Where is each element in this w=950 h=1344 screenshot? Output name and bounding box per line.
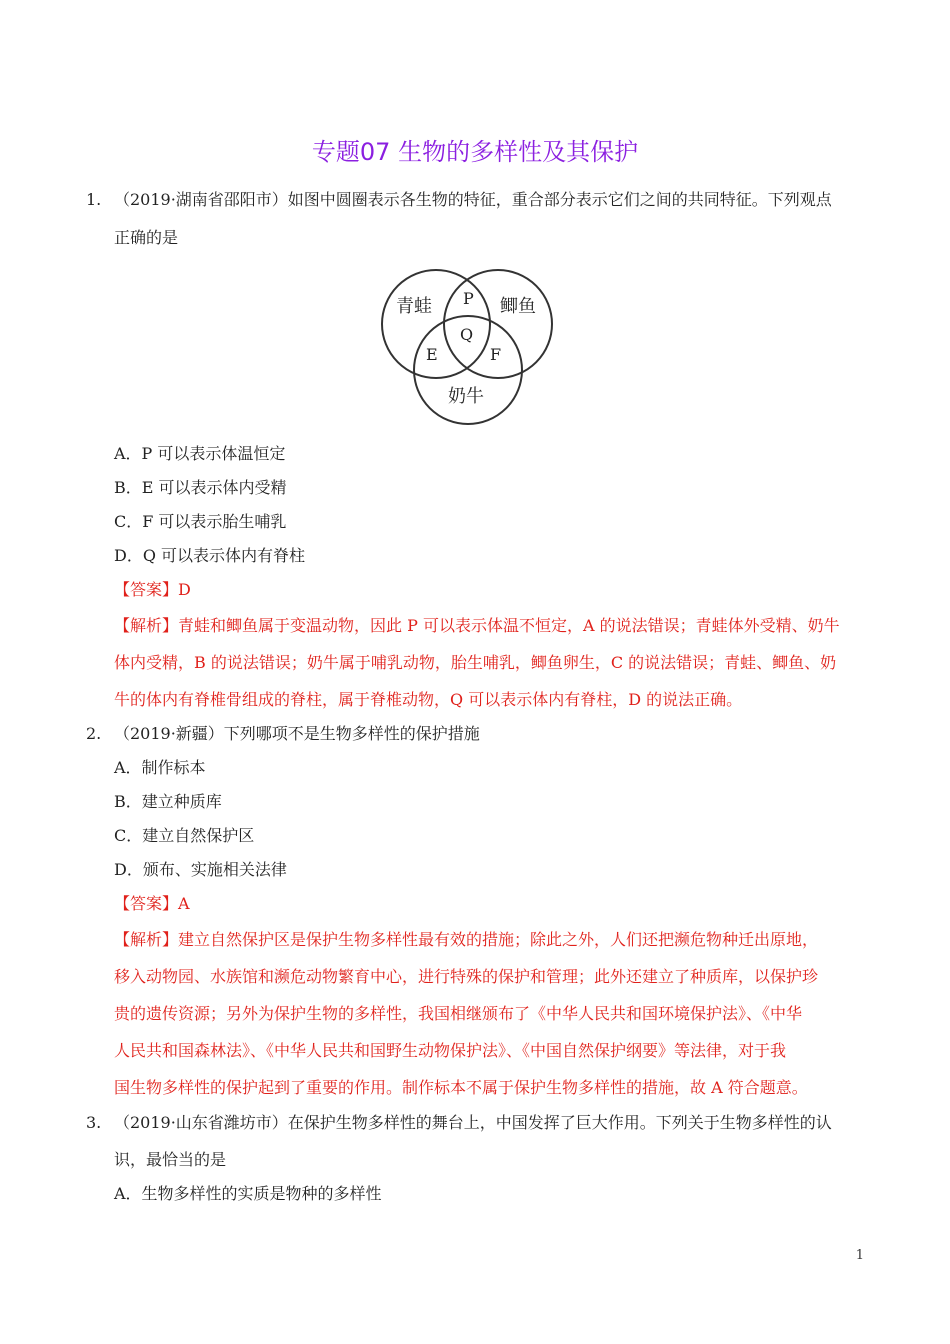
venn-label-frog: 青蛙: [396, 296, 432, 317]
venn-letter-q: Q: [460, 325, 474, 344]
option-d: D．Q 可以表示体内有脊柱: [114, 546, 306, 565]
explanation-line: [114, 616, 840, 636]
explanation-text: 建立自然保护区是保护生物多样性最有效的措施；除此之外，人们还把濒危物种迁出原地，: [178, 930, 819, 949]
venn-letter-f: F: [490, 345, 502, 364]
answer-tag: 【答案】: [114, 580, 179, 599]
option-a: A．P 可以表示体温恒定: [114, 444, 286, 463]
venn-label-fish: 鲫鱼: [500, 296, 536, 317]
option-b: B．建立种质库: [114, 792, 222, 811]
answer-value: A: [178, 894, 190, 913]
explanation-tag: 【解析】: [114, 930, 179, 949]
question-text: 识，最恰当的是: [114, 1150, 227, 1169]
explanation-text: 牛的体内有脊椎骨组成的脊柱，属于脊椎动物，Q 可以表示体内有脊柱，D 的说法正确。: [114, 690, 743, 709]
question-text: 正确的是: [114, 228, 179, 247]
answer-line: [114, 894, 190, 914]
question-text: （2019·新疆）下列哪项不是生物多样性的保护措施: [114, 724, 480, 743]
explanation-text: 移入动物园、水族馆和濒危动物繁育中心，进行特殊的保护和管理；此外还建立了种质库，以保护珍: [114, 967, 819, 986]
explanation-text: 贵的遗传资源；另外为保护生物的多样性，我国相继颁布了《中华人民共和国环境保护法》、《中华: [114, 1004, 803, 1023]
venn-letter-e: E: [426, 345, 438, 364]
answer-line: [114, 580, 191, 600]
option-c: C．F 可以表示胎生哺乳: [114, 512, 287, 531]
question-number: 2.: [86, 724, 102, 743]
option-a: A．生物多样性的实质是物种的多样性: [114, 1184, 382, 1203]
explanation-tag: 【解析】: [114, 616, 179, 635]
answer-value: D: [178, 580, 191, 599]
question-text: （2019·湖南省邵阳市）如图中圆圈表示各生物的特征，重合部分表示它们之间的共同特征。下列观点: [114, 190, 832, 209]
answer-tag: 【答案】: [114, 894, 179, 913]
option-d: D．颁布、实施相关法律: [114, 860, 287, 879]
option-a: A．制作标本: [114, 758, 206, 777]
question-text: （2019·山东省潍坊市）在保护生物多样性的舞台上，中国发挥了巨大作用。下列关于生物多样性的认: [114, 1113, 832, 1132]
venn-label-cow: 奶牛: [448, 386, 484, 407]
explanation-text: 国生物多样性的保护起到了重要的作用。制作标本不属于保护生物多样性的措施，故 A 符合题意。: [114, 1078, 808, 1097]
explanation-text: 体内受精，B 的说法错误；奶牛属于哺乳动物，胎生哺乳，鲫鱼卵生，C 的说法错误；青蛙、鲫鱼、奶: [114, 653, 837, 672]
venn-letter-p: P: [463, 289, 474, 308]
venn-diagram: [380, 260, 560, 425]
page-title: 专题07 生物的多样性及其保护: [311, 138, 639, 166]
explanation-text: 人民共和国森林法》、《中华人民共和国野生动物保护法》、《中国自然保护纲要》等法律，对于我: [114, 1041, 787, 1060]
question-number: 3.: [86, 1113, 102, 1132]
explanation-text: 青蛙和鲫鱼属于变温动物，因此 P 可以表示体温不恒定，A 的说法错误；青蛙体外受精、奶牛: [178, 616, 840, 635]
option-b: B．E 可以表示体内受精: [114, 478, 287, 497]
option-c: C．建立自然保护区: [114, 826, 255, 845]
question-number: 1.: [86, 190, 102, 209]
explanation-line: [114, 930, 818, 950]
page-number: 1: [855, 1248, 864, 1263]
